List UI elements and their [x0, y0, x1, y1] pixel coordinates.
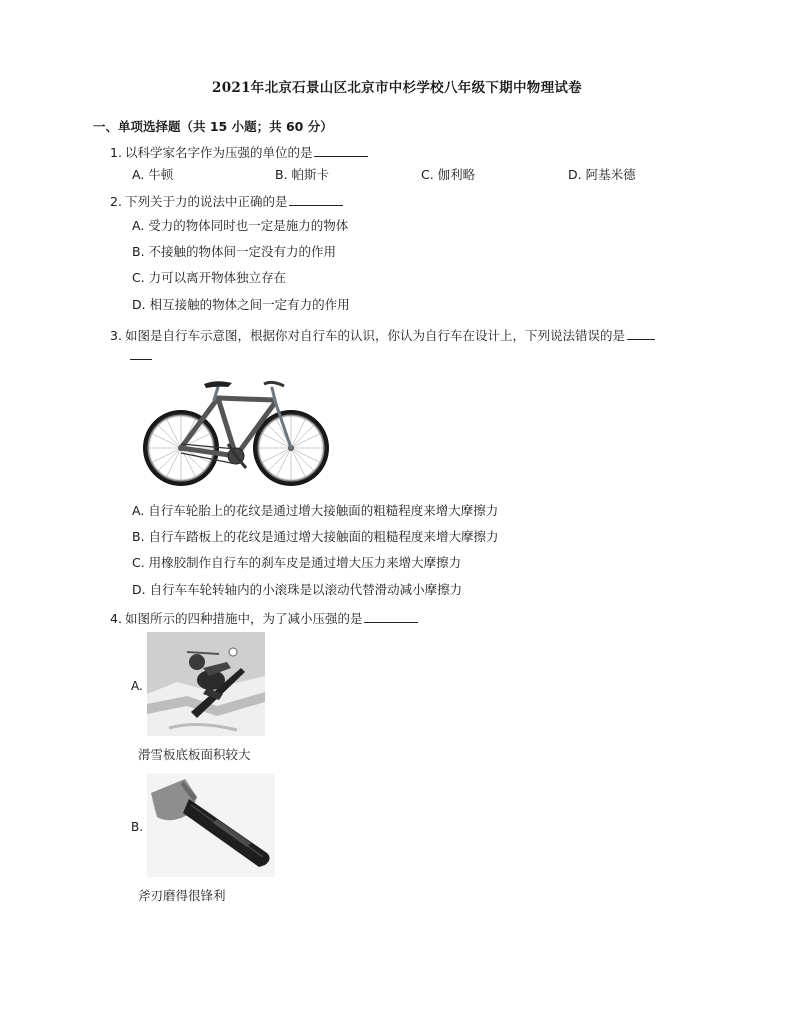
- option-b-caption: 斧刃磨得很锋利: [138, 888, 226, 903]
- question-3: [110, 326, 655, 344]
- question-number: 3.: [110, 328, 122, 343]
- answer-blank[interactable]: [364, 621, 418, 623]
- option-a[interactable]: A. 自行车轮胎上的花纹是通过增大接触面的粗糙程度来增大摩擦力: [132, 503, 499, 518]
- question-stem: 下列关于力的说法中正确的是: [124, 194, 288, 209]
- option-c[interactable]: C. 力可以离开物体独立存在: [132, 270, 287, 285]
- answer-blank[interactable]: [627, 338, 655, 340]
- option-b-letter[interactable]: B.: [131, 820, 144, 834]
- page-title: 2021年北京石景山区北京市中杉学校八年级下期中物理试卷: [212, 80, 582, 96]
- option-a[interactable]: A. 牛顿: [132, 167, 174, 182]
- section-heading: 一、单项选择题（共 15 小题；共 60 分）: [93, 119, 333, 134]
- question-number: 4.: [110, 611, 122, 626]
- option-a-letter[interactable]: A.: [131, 679, 143, 693]
- option-b[interactable]: B. 自行车踏板上的花纹是通过增大接触面的粗糙程度来增大摩擦力: [132, 529, 499, 544]
- question-stem: 如图所示的四种措施中，为了减小压强的是: [124, 611, 363, 626]
- question-stem: 如图是自行车示意图，根据你对自行车的认识，你认为自行车在设计上，下列说法错误的是: [124, 328, 625, 343]
- question-number: 1.: [110, 145, 122, 160]
- question-stem: 以科学家名字作为压强的单位的是: [124, 145, 313, 160]
- skier-photo[interactable]: [147, 632, 265, 736]
- bicycle-image: [136, 370, 332, 492]
- option-b[interactable]: B. 帕斯卡: [275, 167, 330, 182]
- answer-blank-continued[interactable]: [130, 358, 152, 360]
- option-c[interactable]: C. 伽利略: [421, 167, 476, 182]
- question-1: [110, 143, 368, 161]
- question-4: [110, 609, 418, 627]
- option-d[interactable]: D. 阿基米德: [568, 167, 636, 182]
- axe-photo[interactable]: [147, 773, 275, 877]
- option-d[interactable]: D. 相互接触的物体之间一定有力的作用: [132, 297, 350, 312]
- answer-blank[interactable]: [314, 155, 368, 157]
- option-d[interactable]: D. 自行车车轮转轴内的小滚珠是以滚动代替滑动减小摩擦力: [132, 582, 463, 597]
- option-a-caption: 滑雪板底板面积较大: [138, 747, 251, 762]
- question-2: [110, 192, 343, 210]
- option-c[interactable]: C. 用橡胶制作自行车的刹车皮是通过增大压力来增大摩擦力: [132, 555, 462, 570]
- option-a[interactable]: A. 受力的物体同时也一定是施力的物体: [132, 218, 349, 233]
- option-b[interactable]: B. 不接触的物体间一定没有力的作用: [132, 244, 337, 259]
- question-number: 2.: [110, 194, 122, 209]
- answer-blank[interactable]: [289, 204, 343, 206]
